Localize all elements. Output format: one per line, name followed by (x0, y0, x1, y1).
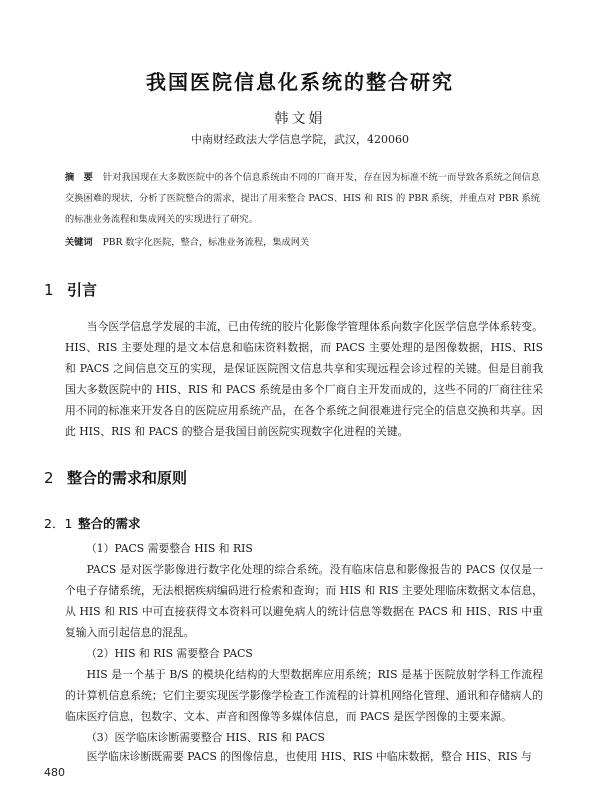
item-2-heading: （2）HIS 和 RIS 需要整合 PACS (86, 647, 253, 660)
page-number: 480 (44, 766, 65, 779)
item-3-paragraph: 医学临床诊断既需要 PACS 的图像信息，也使用 HIS、RIS 中临床数据，整合 HIS、RIS 与 (86, 750, 532, 763)
subsection-2-1-title: 整合的需求 (78, 516, 141, 531)
section-1-number: 1 (44, 281, 54, 299)
keywords-text: PBR 数字化医院，整合，标准业务流程，集成网关 (102, 237, 310, 248)
section-1-paragraph: 当今医学信息学发展的丰流，已由传统的胶片化影像学管理体系向数字化医学信息学体系转变。HIS、RIS 主要处理的是文本信息和临床资料数据，而 PACS 主要处理的是图像数据，HIS、RIS 和 PACS 之间信息交互的实现，是保证医院图文信息共享和实现远程会诊过程的关键。但是目前我国大多数医院中的 HIS、RIS 和 PACS 系统是由多个厂商自主开发而成的，这些不同的厂商往往采用不同的标准来开发各自的医院应用系统产品，在各个系统之间很难进行完全的信息交换和共享。因此 HIS、RIS 和 PACS 的整合是我国目前医院实现数字化进程的关键。 (65, 320, 543, 438)
item-2-paragraph: HIS 是一个基于 B/S 的模块化结构的大型数据库应用系统；RIS 是基于医院放射学科工作流程的计算机信息系统；它们主要实现医学影像学检查工作流程的计算机网络化管理、通讯和存储病人的临床医疗信息，包数字、文本、声音和图像等多媒体信息，而 PACS 是医学图像的主要来源。 (65, 668, 543, 723)
abstract-label: 摘 要 (65, 172, 93, 183)
section-1-title: 引言 (67, 281, 98, 299)
section-2-title: 整合的需求和原则 (67, 469, 188, 487)
subsection-2-1-heading (44, 514, 141, 532)
section-1-heading (44, 279, 97, 300)
section-2-number: 2 (44, 469, 54, 487)
paper-title: 我国医院信息化系统的整合研究 (146, 70, 454, 94)
author-name: 韩文娟 (274, 111, 326, 127)
author-affiliation: 中南财经政法大学信息学院，武汉，420060 (191, 133, 409, 146)
subsection-2-1-number: 2．1 (44, 516, 73, 531)
abstract (65, 167, 540, 230)
item-3-heading: （3）医学临床诊断需要整合 HIS、RIS 和 PACS (86, 731, 325, 744)
section-2-heading (44, 467, 187, 488)
abstract-text: 针对我国现在大多数医院中的各个信息系统由不同的厂商开发，存在因为标准不统一而导致各系统之间信息交换困难的现状，分析了医院整合的需求，提出了用来整合 PACS、HIS 和 RIS 的 PBR 系统，并重点对 PBR 系统的标准业务流程和集成网关的实现进行了研究。 (65, 172, 541, 225)
keywords (65, 236, 540, 250)
item-1-paragraph: PACS 是对医学影像进行数字化处理的综合系统。没有临床信息和影像报告的 PACS 仅仅是一个电子存储系统，无法根据疾病编码进行检索和查询；而 HIS 和 RIS 主要处理临床数据文本信息，从 HIS 和 RIS 中可直接获得文本资料可以避免病人的统计信息等数据在 PACS 和 HIS、RIS 中重复输入而引起信息的混乱。 (65, 563, 543, 639)
keywords-label: 关键词 (65, 237, 93, 248)
item-1-heading: （1）PACS 需要整合 HIS 和 RIS (86, 542, 253, 555)
